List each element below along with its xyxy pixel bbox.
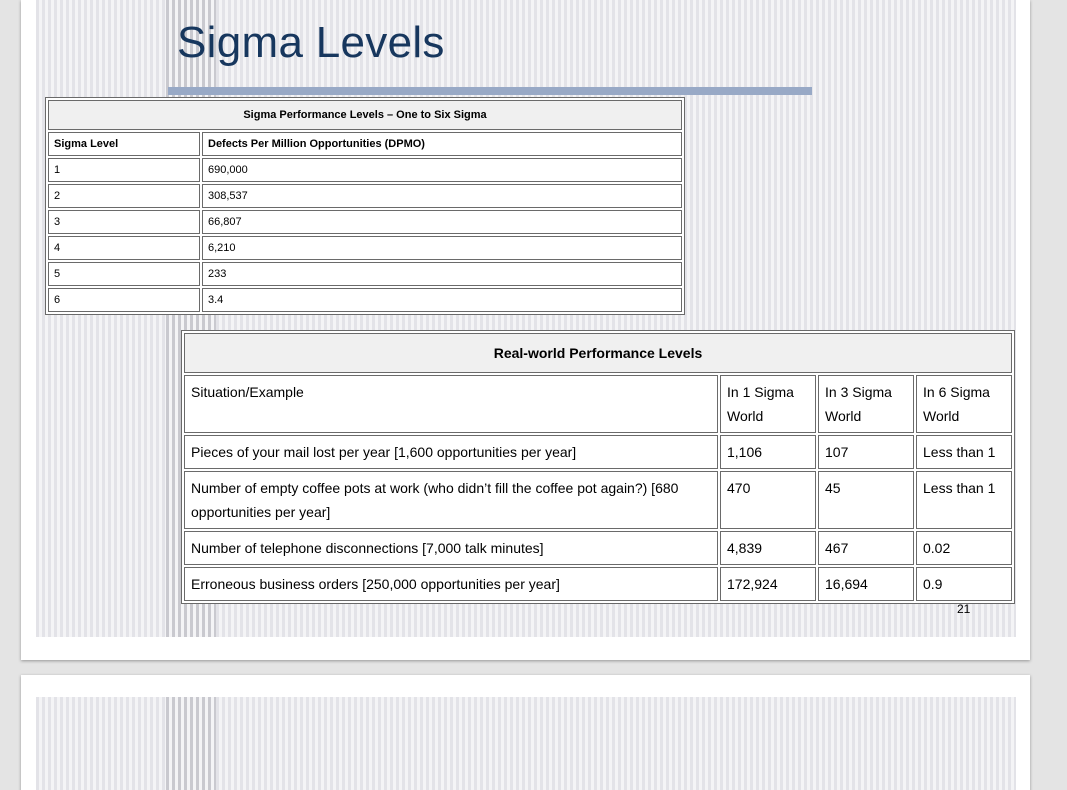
table-cell: 45 (818, 471, 914, 529)
table-row (48, 262, 682, 286)
table-cell: 172,924 (720, 567, 816, 601)
table-cell: 3.4 (202, 288, 682, 312)
table-cell: 4 (48, 236, 200, 260)
table-cell: 0.02 (916, 531, 1012, 565)
table-header-row (184, 375, 1012, 433)
slide-title: Sigma Levels (177, 18, 445, 67)
table-cell: 6,210 (202, 236, 682, 260)
table-cell: 1,106 (720, 435, 816, 469)
table-cell: 1 (48, 158, 200, 182)
column-header: In 1 Sigma World (720, 375, 816, 433)
table-cell: 5 (48, 262, 200, 286)
table-row (184, 531, 1012, 565)
table-cell: Number of empty coffee pots at work (who didn’t fill the coffee pot again?) [680 opportunities per year] (184, 471, 718, 529)
table-cell: 470 (720, 471, 816, 529)
next-slide-card (21, 675, 1030, 790)
sigma-levels-table (45, 97, 685, 315)
table-row (48, 288, 682, 312)
title-underline (168, 87, 812, 95)
table-row (184, 471, 1012, 529)
table-cell: Pieces of your mail lost per year [1,600 opportunities per year] (184, 435, 718, 469)
column-header: In 3 Sigma World (818, 375, 914, 433)
table-cell: 308,537 (202, 184, 682, 208)
table-caption: Sigma Performance Levels – One to Six Sigma (48, 100, 682, 130)
page-number: 21 (957, 602, 971, 616)
column-header: Situation/Example (184, 375, 718, 433)
table-cell: 6 (48, 288, 200, 312)
table-cell: 3 (48, 210, 200, 234)
table-row (48, 236, 682, 260)
background-stripes (216, 697, 1016, 790)
real-world-performance-table (181, 330, 1015, 604)
table-cell: Less than 1 (916, 471, 1012, 529)
table-caption-row (184, 333, 1012, 373)
table-caption-row (48, 100, 682, 130)
background-stripes-dark (166, 697, 216, 790)
table-cell: 107 (818, 435, 914, 469)
table-cell: 2 (48, 184, 200, 208)
table-cell: 690,000 (202, 158, 682, 182)
table-row (184, 567, 1012, 601)
background-stripes (36, 0, 166, 637)
table-row (184, 435, 1012, 469)
table-cell: Number of telephone disconnections [7,000 talk minutes] (184, 531, 718, 565)
table-cell: 233 (202, 262, 682, 286)
table-row (48, 210, 682, 234)
table-cell: Less than 1 (916, 435, 1012, 469)
table-cell: 66,807 (202, 210, 682, 234)
table-row (48, 158, 682, 182)
column-header: Sigma Level (48, 132, 200, 156)
table-row (48, 184, 682, 208)
column-header: In 6 Sigma World (916, 375, 1012, 433)
column-header: Defects Per Million Opportunities (DPMO) (202, 132, 682, 156)
table-cell: 0.9 (916, 567, 1012, 601)
table-cell: 16,694 (818, 567, 914, 601)
table-cell: 467 (818, 531, 914, 565)
table-header-row (48, 132, 682, 156)
table-cell: 4,839 (720, 531, 816, 565)
slide-canvas (36, 697, 1016, 790)
background-stripes (36, 697, 166, 790)
table-caption: Real-world Performance Levels (184, 333, 1012, 373)
table-cell: Erroneous business orders [250,000 opportunities per year] (184, 567, 718, 601)
